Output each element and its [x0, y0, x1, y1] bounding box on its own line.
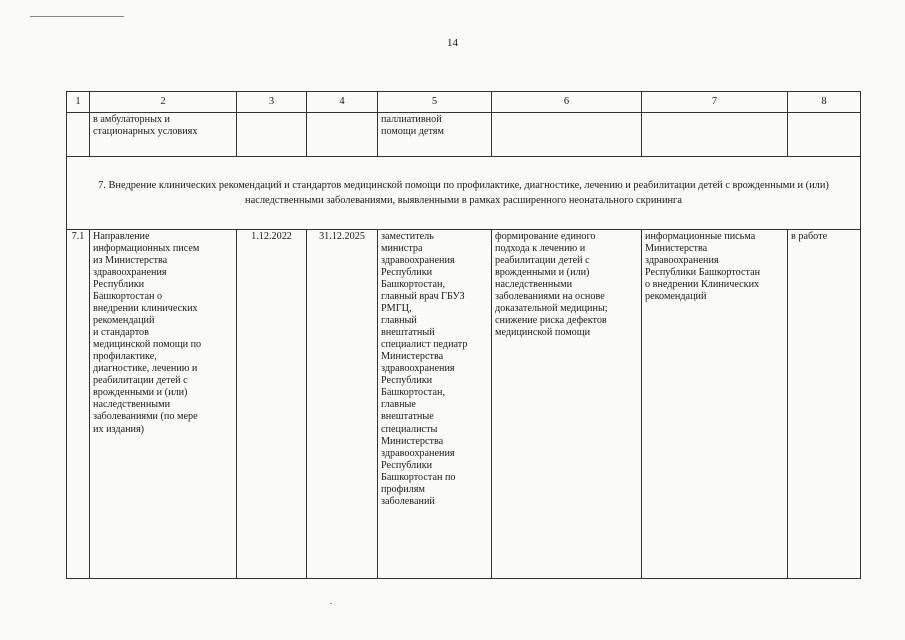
item-control-text: информационные письма Министерства здравоохранения Республики Башкортостан о внедрении Клинических рекомендаций [645, 231, 761, 303]
item-control [642, 230, 788, 579]
column-header: 6 [492, 92, 642, 113]
item-start-date: 1.12.2022 [237, 230, 307, 579]
section-heading: 7. Внедрение клинических рекомендаций и стандартов медицинской помощи по профилактике, диагностике, лечению и реабилитации детей с врожденными и (или) наследственными заболеваниями, выявленными в рамках расширенного неонатального скрининга [67, 157, 861, 230]
page-number: 14 [447, 37, 458, 49]
item-number: 7.1 [67, 230, 90, 579]
column-header: 8 [788, 92, 861, 113]
column-header: 3 [237, 92, 307, 113]
continuation-action-text: в амбулаторных и стационарных условиях [93, 114, 198, 138]
item-action [90, 230, 237, 579]
table-row [67, 113, 861, 157]
item-result [492, 230, 642, 579]
section-row [67, 157, 861, 230]
action-plan-table [66, 91, 861, 579]
scan-speck [330, 603, 332, 604]
continuation-responsible-text: паллиативной помощи детям [381, 114, 444, 138]
table-cell [307, 113, 378, 157]
item-responsible-text: заместитель министра здравоохранения Республики Башкортостан, главный врач ГБУЗ РМГЦ, главный внештатный специалист педиатр Министерства здравоохранения Республики Башкортостан, главные внештатные специалисты Министерства здравоохранения Республики Башкортостан по профилям заболеваний [381, 231, 468, 507]
table-cell [642, 113, 788, 157]
column-header: 5 [378, 92, 492, 113]
item-result-text: формирование единого подхода к лечению и реабилитации детей с врожденными и (или) наследственными заболеваниями на основе доказательной медицины; снижение риска дефектов медицинской помощи [495, 231, 608, 339]
table-cell [90, 113, 237, 157]
table-cell [788, 113, 861, 157]
column-header: 2 [90, 92, 237, 113]
table-cell [378, 113, 492, 157]
table-row [67, 230, 861, 579]
table-cell [237, 113, 307, 157]
column-header: 1 [67, 92, 90, 113]
item-action-text: Направление информационных писем из Министерства здравоохранения Республики Башкортостан о внедрении клинических рекомендаций и стандартов медицинской помощи по профилактике, диагностике, лечению и реабилитации детей с врожденными и (или) наследственными заболеваниями (по мере их издания) [93, 231, 202, 435]
item-responsible [378, 230, 492, 579]
header-rule [30, 16, 124, 17]
column-header: 4 [307, 92, 378, 113]
table-cell [492, 113, 642, 157]
item-status: в работе [788, 230, 861, 579]
item-end-date: 31.12.2025 [307, 230, 378, 579]
table-header-row [67, 92, 861, 113]
table-cell [67, 113, 90, 157]
column-header: 7 [642, 92, 788, 113]
